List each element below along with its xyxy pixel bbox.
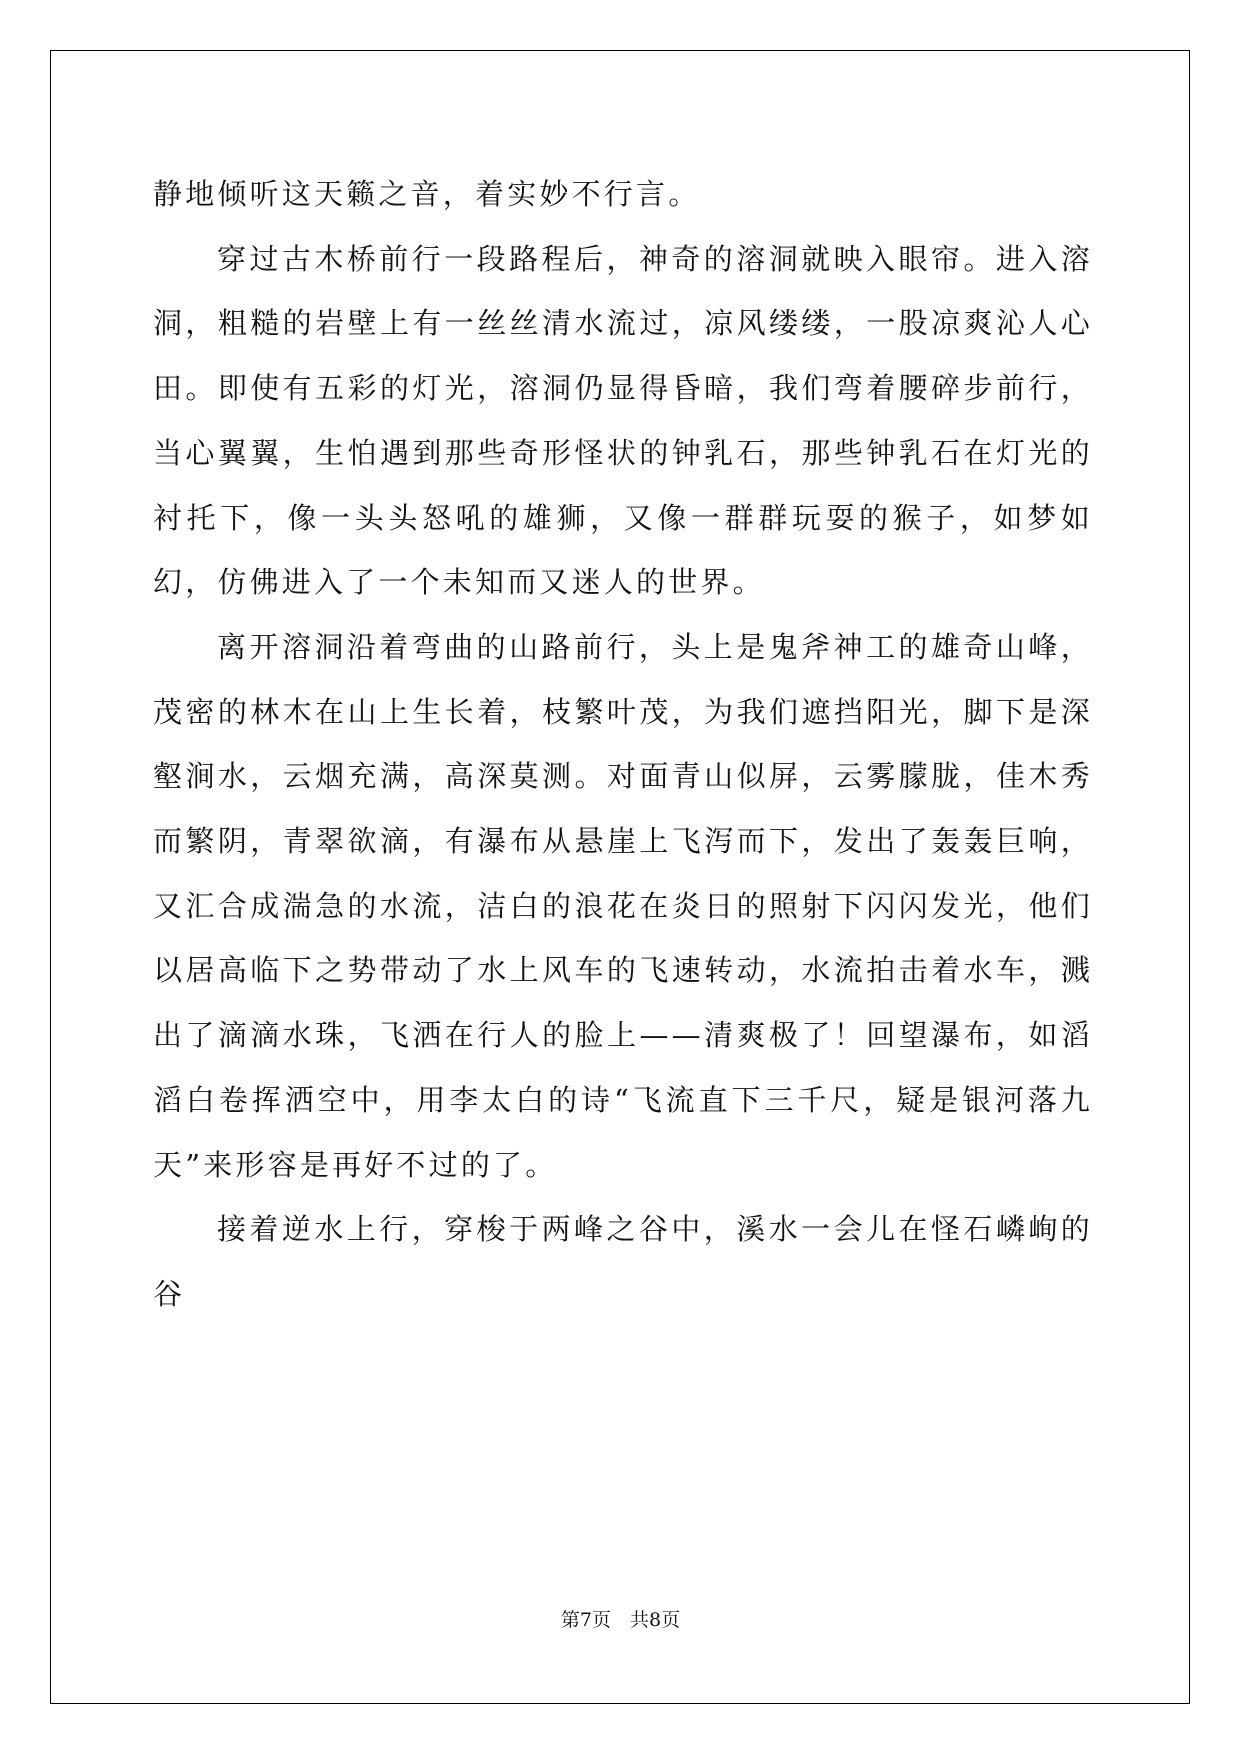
paragraph-2: 穿过古木桥前行一段路程后，神奇的溶洞就映入眼帘。进入溶洞，粗糙的岩壁上有一丝丝清水流过，凉风缕缕，一股凉爽沁人心田。即使有五彩的灯光，溶洞仍显得昏暗，我们弯着腰碎步前行，当心翼翼，生怕遇到那些奇形怪状的钟乳石，那些钟乳石在灯光的衬托下，像一头头怒吼的雄狮，又像一群群玩耍的猴子，如梦如幻，仿佛进入了一个未知而又迷人的世界。 — [153, 241, 1093, 600]
page-number: 第7页 共8页 — [560, 1609, 681, 1631]
paragraph-3: 离开溶洞沿着弯曲的山路前行，头上是鬼斧神工的雄奇山峰，茂密的林木在山上生长着，枝繁叶茂，为我们遮挡阳光，脚下是深壑涧水，云烟充满，高深莫测。对面青山似屏，云雾朦胧，佳木秀而繁阴，青翠欲滴，有瀑布从悬崖上飞泻而下，发出了轰轰巨响，又汇合成湍急的水流，洁白的浪花在炎日的照射下闪闪发光，他们以居高临下之势带动了水上风车的飞速转动，水流拍击着水车，溅出了滴滴水珠，飞洒在行人的脸上——清爽极了！回望瀑布，如滔滔白卷挥洒空中，用李太白的诗“飞流直下三千尺，疑是银河落九天”来形容是再好不过的了。 — [153, 629, 1093, 1182]
document-body — [153, 162, 1093, 1327]
page-footer — [0, 1605, 1241, 1632]
paragraph-4: 接着逆水上行，穿梭于两峰之谷中，溪水一会儿在怪石嶙峋的谷 — [153, 1212, 1093, 1311]
paragraph-1: 静地倾听这天籁之音，着实妙不行言。 — [153, 177, 701, 211]
